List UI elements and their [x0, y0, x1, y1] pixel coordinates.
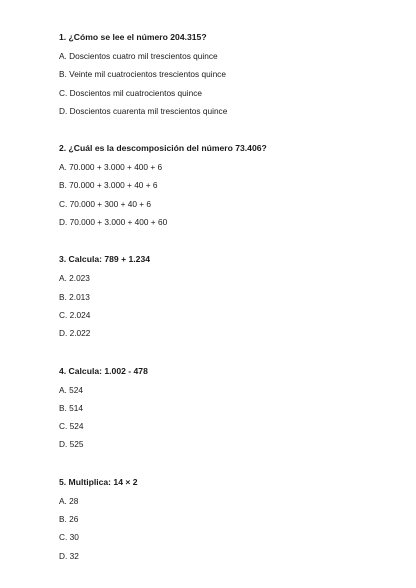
question-spacer — [59, 124, 389, 143]
option-d: D. 70.000 + 3.000 + 400 + 60 — [59, 217, 168, 228]
option-d: D. 32 — [59, 550, 79, 561]
option-a: A. 28 — [59, 495, 79, 506]
option-a: A. 524 — [59, 384, 83, 395]
option-a: A. 2.023 — [59, 273, 90, 284]
option-b: B. 514 — [59, 402, 83, 413]
question-title: 5. Multiplica: 14 × 2 — [59, 476, 138, 487]
question-title: 4. Calcula: 1.002 - 478 — [59, 365, 148, 376]
option-c: C. 70.000 + 300 + 40 + 6 — [59, 198, 152, 209]
option-b: B. Veinte mil cuatrocientos trescientos quince — [59, 69, 226, 80]
question-2 — [59, 143, 389, 228]
question-5 — [59, 477, 389, 562]
option-d: D. Doscientos cuarenta mil trescientos quince — [59, 105, 228, 116]
option-b: B. 70.000 + 3.000 + 40 + 6 — [59, 180, 158, 191]
option-d: D. 525 — [59, 439, 84, 450]
question-spacer — [59, 235, 389, 254]
option-c: C. 2.024 — [59, 309, 91, 320]
question-spacer — [59, 347, 389, 366]
option-b: B. 26 — [59, 514, 79, 525]
question-spacer — [59, 458, 389, 477]
question-3 — [59, 254, 389, 339]
option-d: D. 2.022 — [59, 328, 91, 339]
option-a: A. Doscientos cuatro mil trescientos quince — [59, 51, 218, 61]
option-a: A. 70.000 + 3.000 + 400 + 6 — [59, 162, 163, 173]
question-4 — [59, 366, 389, 451]
question-1 — [59, 32, 389, 117]
option-c: C. 524 — [59, 421, 84, 432]
question-title: 3. Calcula: 789 + 1.234 — [59, 254, 151, 265]
worksheet-page — [59, 32, 389, 569]
question-title: 1. ¿Cómo se lee el número 204.315? — [59, 32, 207, 42]
option-c: C. Doscientos mil cuatrocientos quince — [59, 87, 202, 98]
question-title: 2. ¿Cuál es la descomposición del número 73.406? — [59, 143, 267, 154]
option-c: C. 30 — [59, 532, 79, 543]
option-b: B. 2.013 — [59, 291, 90, 302]
